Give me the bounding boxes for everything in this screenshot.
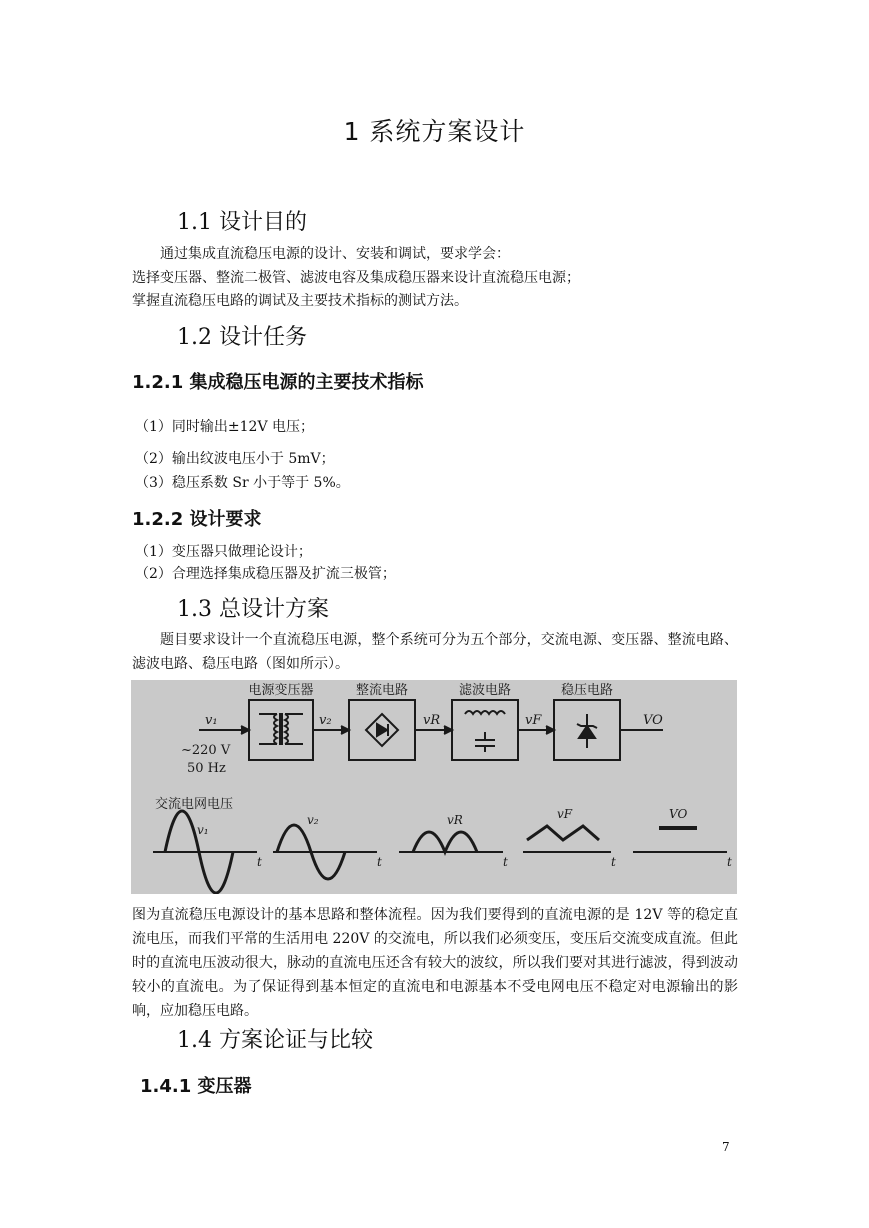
axis-label-t-4: t	[611, 855, 616, 869]
waveform-caption: 交流电网电压	[155, 797, 234, 812]
axis-label-t-5: t	[727, 855, 732, 869]
subsection-1-4-1-heading: 1.4.1 变压器	[140, 1076, 252, 1097]
spec-item-2: （2）输出纹波电压小于 5mV；	[135, 451, 335, 467]
wave-label-vr: vR	[447, 813, 463, 827]
requirement-item-2: （2）合理选择集成稳压器及扩流三极管；	[135, 566, 396, 582]
wave-label-vf: vF	[557, 807, 573, 821]
input-frequency-label: 50 Hz	[187, 761, 226, 776]
signal-label-vr: vR	[423, 713, 441, 728]
requirement-item-1: （1）变压器只做理论设计；	[135, 544, 312, 560]
section-1-2-heading: 1.2 设计任务	[177, 325, 307, 350]
section-1-3-heading: 1.3 总设计方案	[177, 597, 329, 622]
signal-label-v2: v₂	[319, 713, 332, 728]
input-voltage-label: ~220 V	[181, 743, 231, 758]
block-label-regulator: 稳压电路	[560, 683, 614, 698]
wave-label-vo: VO	[669, 807, 688, 821]
section-1-3-intro: 题目要求设计一个直流稳压电源，整个系统可分为五个部分，交流电源、变压器、整流电路、滤波电路、稳压电路（图如所示）。	[132, 632, 738, 672]
chapter-title: 1 系统方案设计	[343, 117, 526, 146]
s1-1-line-1: 通过集成直流稳压电源的设计、安装和调试，要求学会：	[160, 246, 510, 262]
spec-item-3: （3）稳压系数 Sr 小于等于 5%。	[135, 475, 350, 491]
block-label-transformer: 电源变压器	[248, 683, 314, 698]
wave-label-v1: v₁	[197, 823, 209, 837]
subsection-1-2-1-heading: 1.2.1 集成稳压电源的主要技术指标	[132, 372, 424, 393]
section-1-3-body: 图为直流稳压电源设计的基本思路和整体流程。因为我们要得到的直流电源的是 12V 等的稳定直流电压，而我们平常的生活用电 220V 的交流电，所以我们必须变压，变压后交流变成直流。但此时的直流电压波动很大，脉动的直流电压还含有较大的波纹，所以我们要对其进行滤波，得到波动较小的直流电。为了保证得到基本恒定的直流电和电源基本不受电网电压不稳定对电源输出的影响，应加稳压电路。	[132, 907, 738, 1019]
input-signal-label: v₁	[205, 713, 218, 728]
block-label-filter: 滤波电路	[458, 683, 512, 698]
section-1-4-heading: 1.4 方案论证与比较	[177, 1028, 373, 1053]
subsection-1-2-2-heading: 1.2.2 设计要求	[132, 509, 262, 530]
page-number: 7	[722, 1140, 730, 1154]
signal-label-vo: VO	[643, 713, 663, 728]
spec-item-1: （1）同时输出±12V 电压；	[135, 419, 315, 435]
block-label-rectifier: 整流电路	[355, 683, 409, 698]
power-supply-block-diagram	[131, 680, 737, 894]
axis-label-t-2: t	[377, 855, 382, 869]
axis-label-t-3: t	[503, 855, 508, 869]
s1-1-line-3: 掌握直流稳压电路的调试及主要技术指标的测试方法。	[132, 293, 468, 309]
signal-label-vf: vF	[525, 713, 542, 728]
wave-label-v2: v₂	[307, 813, 319, 827]
section-1-1-heading: 1.1 设计目的	[177, 210, 307, 235]
s1-1-line-2: 选择变压器、整流二极管、滤波电容及集成稳压器来设计直流稳压电源；	[132, 270, 580, 286]
axis-label-t-1: t	[257, 855, 262, 869]
